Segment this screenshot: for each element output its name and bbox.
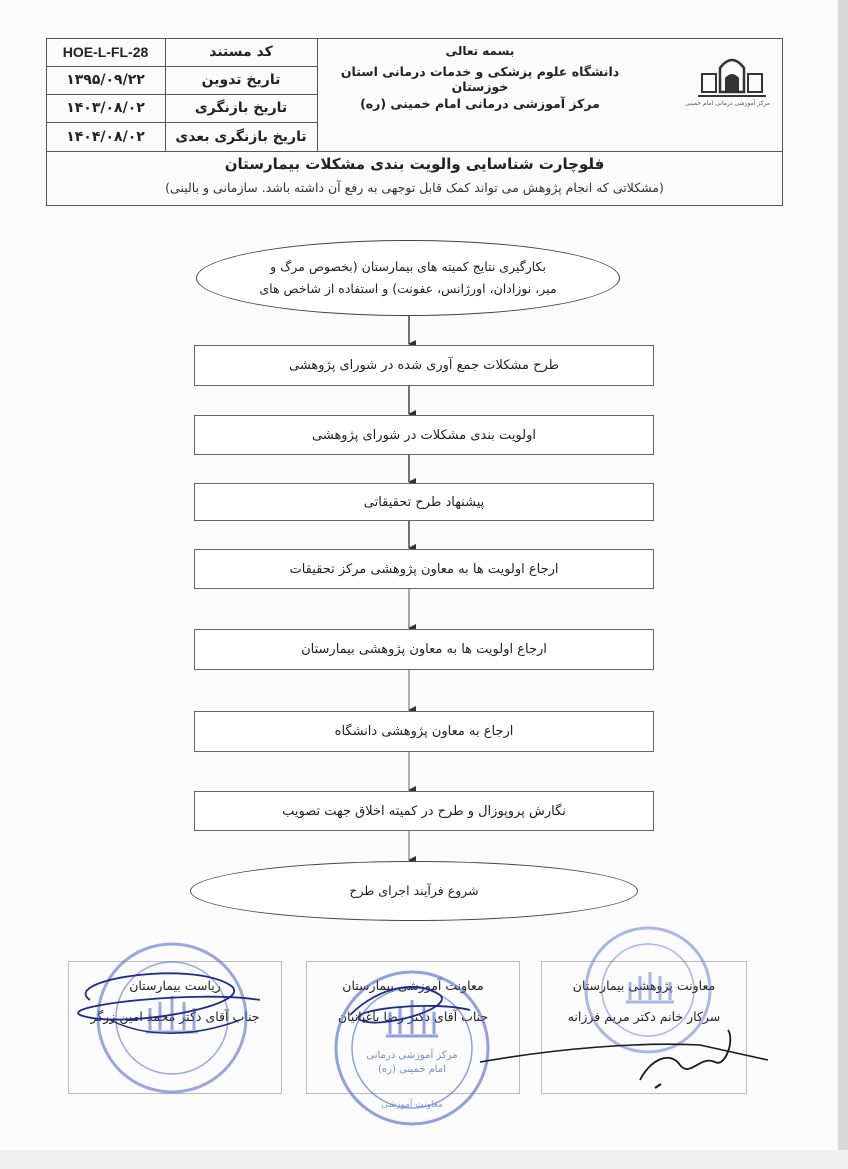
start-text-line2: میر، نوزادان، اورژانس، عفونت) و استفاده از شاخص های	[259, 281, 557, 296]
flowchart-subtitle: (مشکلاتی که انجام پژوهش می تواند کمک قابل توجهی به رفع آن داشته باشد. سازمانی و بالینی)	[165, 180, 664, 195]
review-date-value: ۱۴۰۳/۰۸/۰۲	[66, 100, 145, 116]
next-review-value: ۱۴۰۴/۰۸/۰۲	[66, 128, 145, 145]
next-review-label: تاریخ بازنگری بعدی	[175, 128, 307, 145]
scan-edge	[838, 0, 848, 1169]
signature-title: معاونت آموزشی بیمارستان	[342, 978, 484, 993]
signature-box-research	[541, 961, 747, 1094]
center-name: مرکز آموزشی درمانی امام خمینی (ره)	[360, 96, 600, 111]
university-name: دانشگاه علوم پزشکی و خدمات درمانی استان خوزستان	[340, 64, 620, 94]
flow-step-3: پیشنهاد طرح تحقیقاتی	[194, 483, 654, 521]
signature-title: معاونت پژوهشی بیمارستان	[572, 978, 716, 993]
signature-name: جناب آقای دکتر رضا باغبانیان	[337, 1009, 489, 1024]
logo-caption: مرکز آموزشی درمانی امام خمینی	[685, 100, 770, 107]
flow-step-1: طرح مشکلات جمع آوری شده در شورای پژوهشی	[194, 345, 654, 386]
stamp-text-line1: مرکز آموزشی درمانی	[366, 1050, 458, 1061]
compile-date-value: ۱۳۹۵/۰۹/۲۲	[66, 72, 145, 88]
stamp-text-line3: معاونت آموزشی	[381, 1100, 443, 1110]
compile-date-label: تاریخ تدوین	[201, 72, 281, 88]
review-date-label: تاریخ بازنگری	[194, 100, 288, 116]
doc-code-value: HOE-L-FL-28	[62, 44, 149, 60]
signature-name: جناب آقای دکتر محمد امین زرگر	[90, 1009, 260, 1024]
signature-name: سرکار خانم دکتر مریم فرزانه	[567, 1009, 721, 1024]
flowchart-title: فلوچارت شناسایی والویت بندی مشکلات بیمارستان	[224, 155, 605, 173]
start-text-line1: بکارگیری نتایج کمیته های بیمارستان (بخصوص مرگ و	[270, 259, 546, 274]
bismillah: بسمه تعالی	[445, 44, 515, 58]
signature-title: ریاست بیمارستان	[129, 978, 221, 993]
flow-step-2: اولویت بندی مشکلات در شورای پژوهشی	[194, 415, 654, 455]
flow-step-4: ارجاع اولویت ها به معاون پژوهشی مرکز تحقیقات	[194, 549, 654, 589]
stamp-text-line2: امام خمینی (ره)	[378, 1064, 446, 1075]
scan-edge	[0, 1150, 848, 1169]
doc-code-label: کد مستند	[209, 44, 273, 60]
flow-step-7: نگارش پروپوزال و طرح در کمیته اخلاق جهت تصویب	[194, 791, 654, 831]
signature-box-head	[68, 961, 282, 1094]
flow-step-6: ارجاع به معاون پژوهشی دانشگاه	[194, 711, 654, 752]
end-ellipse: شروع فرآیند اجرای طرح	[190, 861, 638, 921]
flow-step-5: ارجاع اولویت ها به معاون پژوهشی بیمارستان	[194, 629, 654, 670]
